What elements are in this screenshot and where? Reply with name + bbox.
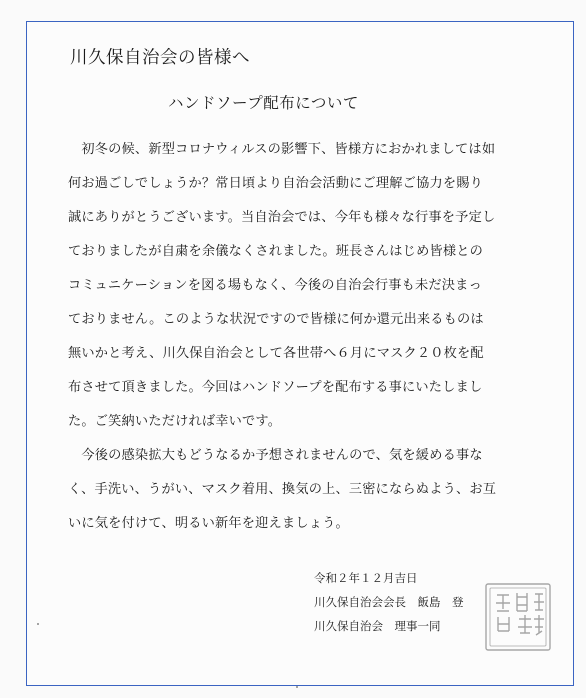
body-line: 無いかと考え、川久保自治会として各世帯へ６月にマスク２０枚を配 bbox=[68, 346, 484, 361]
body-line: く、手洗い、うがい、マスク着用、換気の上、三密にならぬよう、お互 bbox=[68, 482, 497, 497]
scan-speck bbox=[296, 686, 298, 688]
body-line: コミュニケーションを図る場もなく、今後の自治会行事も未だ決まっ bbox=[68, 278, 482, 293]
body-line: 布させて頂きました。今回はハンドソープを配布する事にいたしまし bbox=[68, 380, 483, 395]
body-line: た。ご笑納いただければ幸いです。 bbox=[68, 414, 282, 429]
body-line: いに気を付けて、明るい新年を迎えましょう。 bbox=[68, 516, 349, 531]
letter-title: ハンドソープ配布について bbox=[168, 94, 359, 112]
addressee-heading: 川久保自治会の皆様へ bbox=[70, 48, 250, 68]
body-line: ておりません。このような状況ですので皆様に何か還元出来るものは bbox=[68, 312, 484, 327]
letter-body bbox=[68, 133, 544, 541]
scan-speck bbox=[37, 623, 39, 625]
body-line: 今後の感染拡大もどうなるか予想されませんので、気を緩める事な bbox=[68, 448, 483, 463]
signoff-block bbox=[314, 566, 464, 638]
signoff-president: 川久保自治会会長 飯島 登 bbox=[314, 595, 464, 609]
body-line: ておりましたが自粛を余儀なくされました。班長さんはじめ皆様との bbox=[68, 244, 484, 259]
signoff-board: 川久保自治会 理事一同 bbox=[314, 619, 441, 633]
body-line: 何お過ごしでしょうか？常日頃より自治会活動にご理解ご協力を賜り bbox=[68, 176, 484, 191]
body-line: 初冬の候、新型コロナウィルスの影響下、皆様方におかれましては如 bbox=[68, 142, 496, 157]
body-line: 誠にありがとうございます。当自治会では、今年も様々な行事を予定し bbox=[68, 210, 496, 225]
seal-stamp-icon bbox=[483, 581, 553, 653]
signoff-date: 令和２年１２月吉日 bbox=[314, 571, 418, 585]
